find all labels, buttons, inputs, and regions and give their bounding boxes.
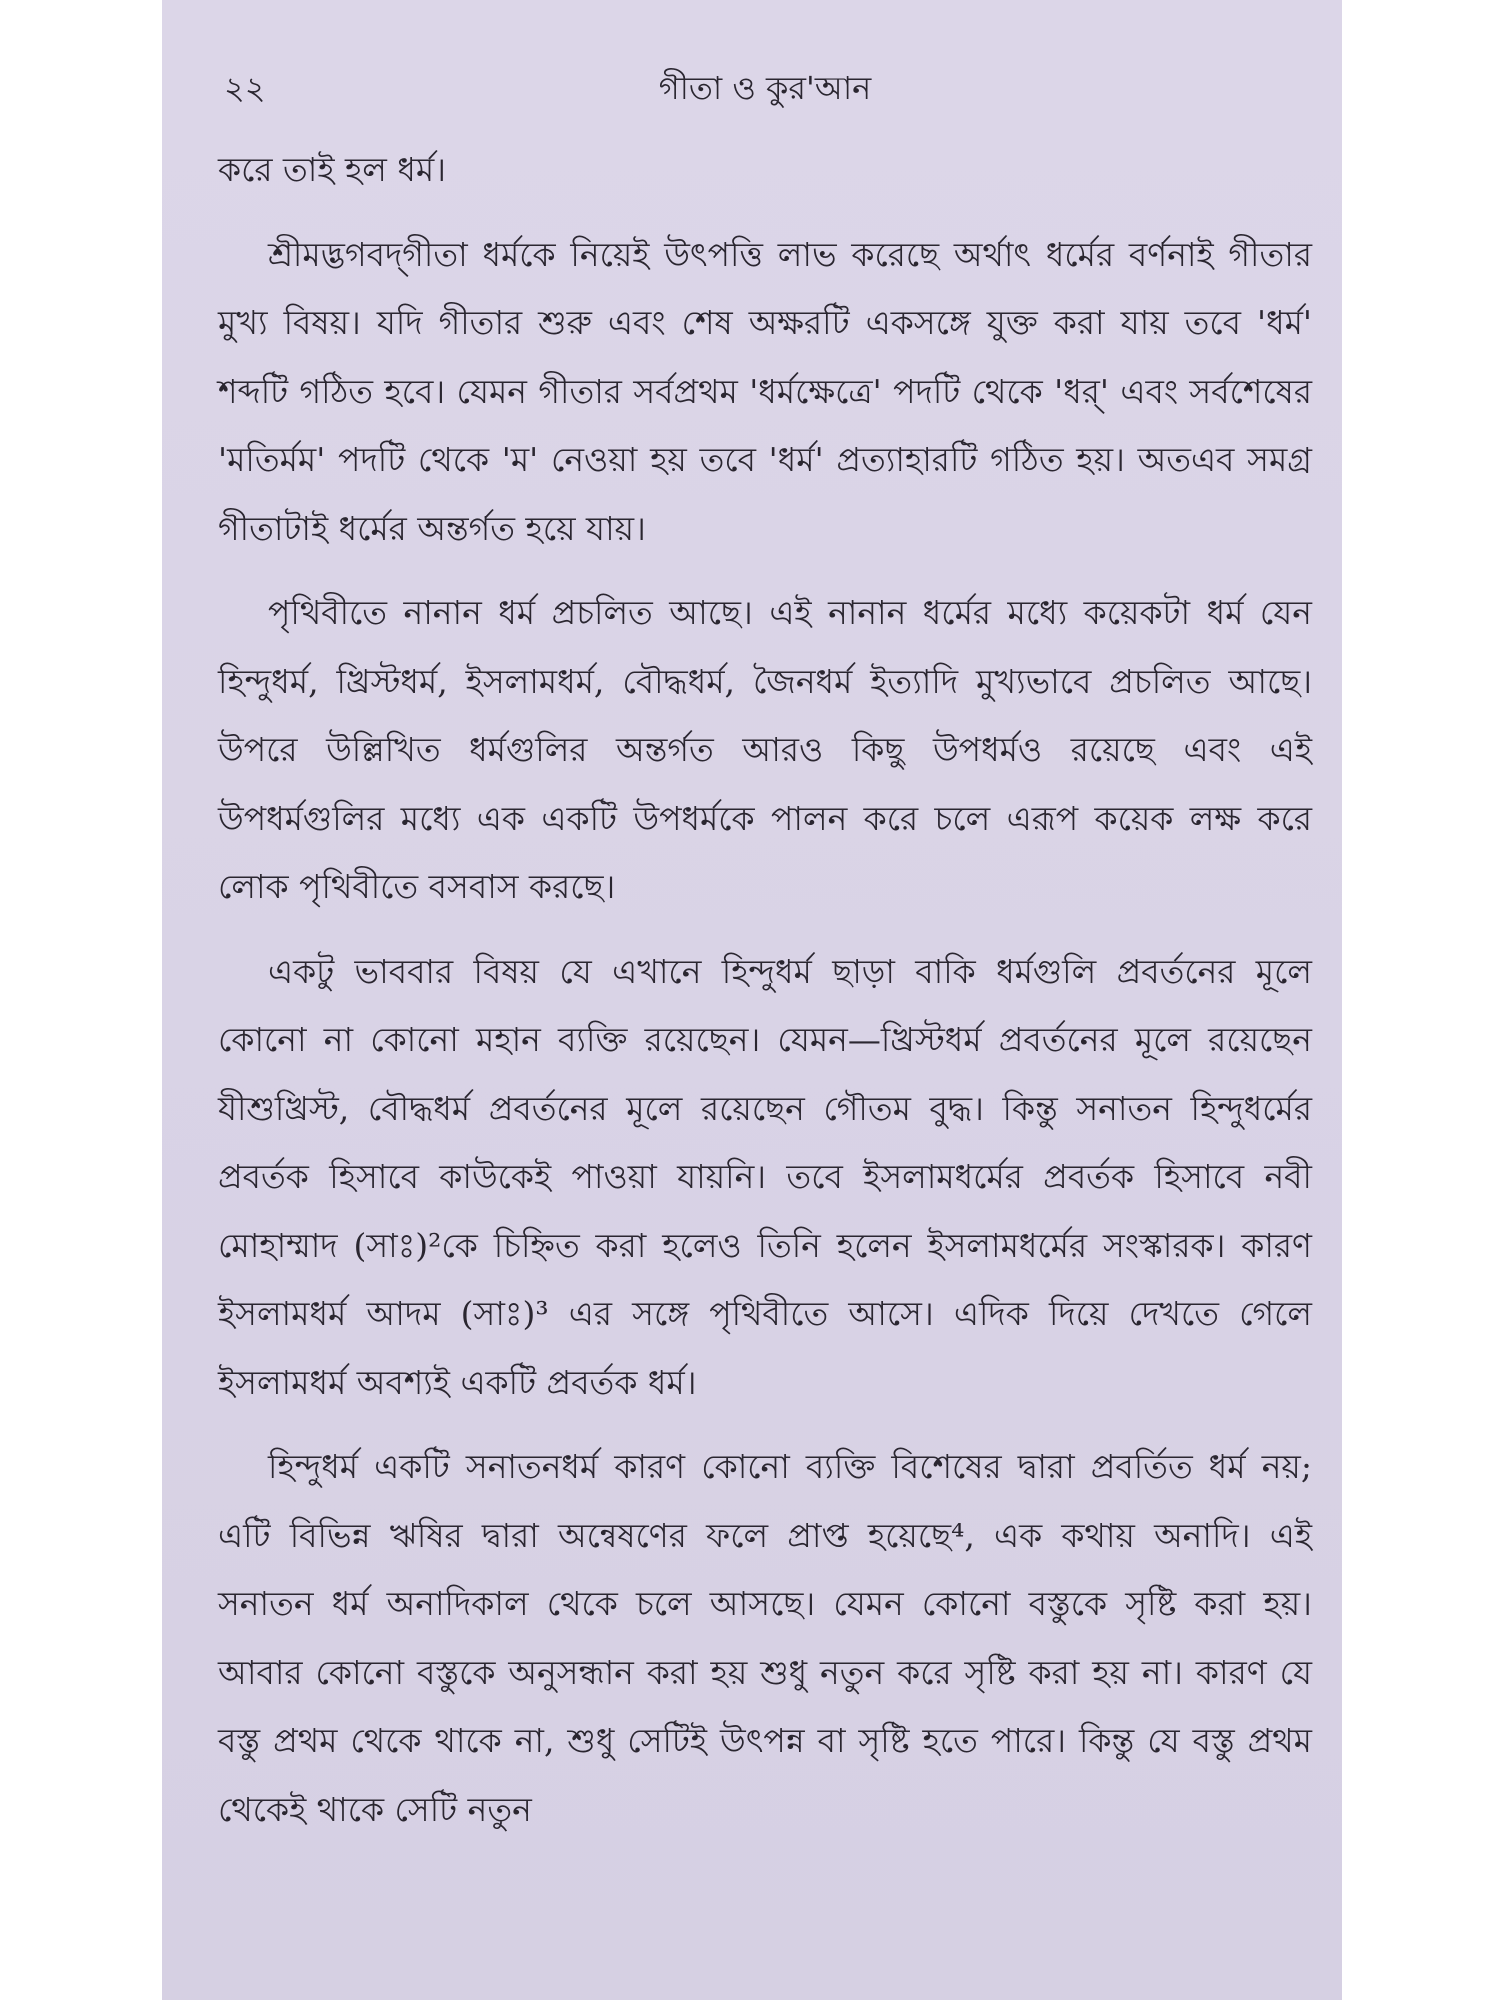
paragraph: শ্রীমদ্ভগবদ্‌গীতা ধর্মকে নিয়েই উৎপত্তি লাভ করেছে অর্থাৎ ধর্মের বর্ণনাই গীতার মুখ্য বিষয়। যদি গীতার শুরু এবং শেষ অক্ষরটি একসঙ্গে যুক্ত করা যায় তবে 'ধর্ম' শব্দটি গঠিত হবে। যেমন গীতার সর্বপ্রথম 'ধর্মক্ষেত্রে' পদটি থেকে 'ধর্‌' এবং সর্বশেষের 'মতির্মম' পদটি থেকে 'ম' নেওয়া হয় তবে 'ধর্ম' প্রত্যাহারটি গঠিত হয়। অতএব সমগ্র গীতাটাই ধর্মের অন্তর্গত হয়ে যায়।: [218, 234, 1312, 548]
book-page: [162, 0, 1342, 2000]
running-header: [218, 58, 1312, 118]
paragraph: একটু ভাববার বিষয় যে এখানে হিন্দুধর্ম ছাড়া বাকি ধর্মগুলি প্রবর্তনের মূলে কোনো না কোনো মহান ব্যক্তি রয়েছেন। যেমন—খ্রিস্টধর্ম প্রবর্তনের মূলে রয়েছেন যীশুখ্রিস্ট, বৌদ্ধধর্ম প্রবর্তনের মূলে রয়েছেন গৌতম বুদ্ধ। কিন্তু সনাতন হিন্দুধর্মের প্রবর্তক হিসাবে কাউকেই পাওয়া যায়নি। তবে ইসলামধর্মের প্রবর্তক হিসাবে নবী মোহাম্মাদ (সাঃ)²কে চিহ্নিত করা হলেও তিনি হলেন ইসলামধর্মের সংস্কারক। কারণ ইসলামধর্ম আদম (সাঃ)³ এর সঙ্গে পৃথিবীতে আসে। এদিক দিয়ে দেখতে গেলে ইসলামধর্ম অবশ্যই একটি প্রবর্তক ধর্ম।: [218, 951, 1312, 1402]
paragraph: পৃথিবীতে নানান ধর্ম প্রচলিত আছে। এই নানান ধর্মের মধ্যে কয়েকটা ধর্ম যেন হিন্দুধর্ম, খ্রিস্টধর্ম, ইসলামধর্ম, বৌদ্ধধর্ম, জৈনধর্ম ইত্যাদি মুখ্যভাবে প্রচলিত আছে। উপরে উল্লিখিত ধর্মগুলির অন্তর্গত আরও কিছু উপধর্মও রয়েছে এবং এই উপধর্মগুলির মধ্যে এক একটি উপধর্মকে পালন করে চলে এরূপ কয়েক লক্ষ করে লোক পৃথিবীতে বসবাস করছে।: [218, 593, 1312, 906]
page-number: ২২: [224, 69, 266, 107]
paragraph: হিন্দুধর্ম একটি সনাতনধর্ম কারণ কোনো ব্যক্তি বিশেষের দ্বারা প্রবর্তিত ধর্ম নয়; এটি বিভিন্ন ঋষির দ্বারা অন্বেষণের ফলে প্রাপ্ত হয়েছে⁴, এক কথায় অনাদি। এই সনাতন ধর্ম অনাদিকাল থেকে চলে আসছে। যেমন কোনো বস্তুকে সৃষ্টি করা হয়। আবার কোনো বস্তুকে অনুসন্ধান করা হয় শুধু নতুন করে সৃষ্টি করা হয় না। কারণ যে বস্তু প্রথম থেকে থাকে না, শুধু সেটিই উৎপন্ন বা সৃষ্টি হতে পারে। কিন্তু যে বস্তু প্রথম থেকেই থাকে সেটি নতুন: [218, 1447, 1312, 1829]
paragraph-continuation: করে তাই হল ধর্ম।: [218, 150, 447, 189]
book-title: গীতা ও কুর'আন: [658, 69, 872, 107]
body-text: [218, 136, 1312, 1844]
